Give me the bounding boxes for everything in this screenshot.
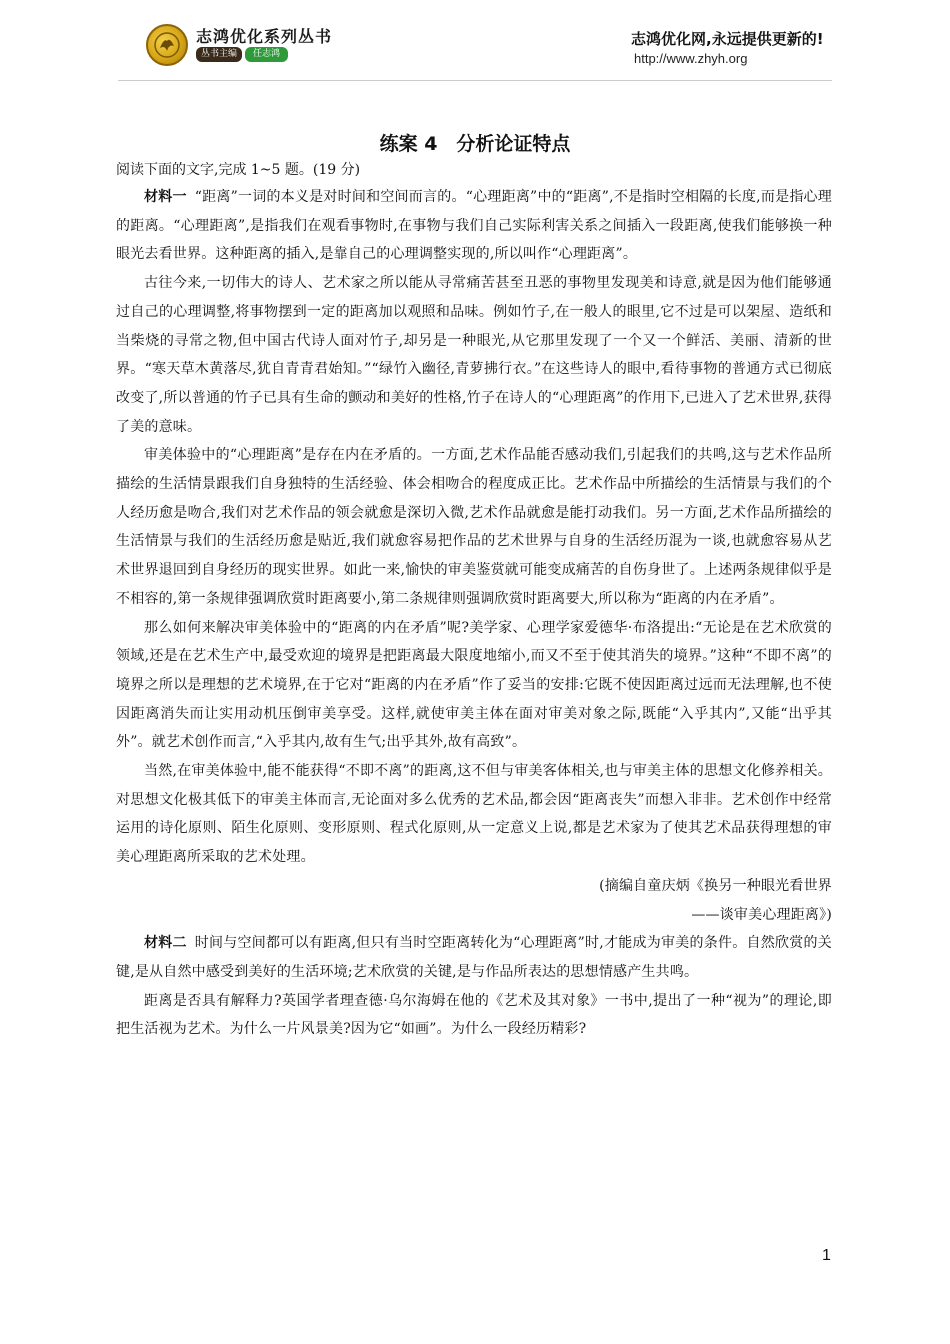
material-one-label: 材料一 xyxy=(144,189,187,205)
paragraph xyxy=(116,929,832,986)
editor-label: 丛书主编 xyxy=(196,47,242,62)
paragraph: 距离是否具有解释力?英国学者理查德·乌尔海姆在他的《艺术及其对象》一书中,提出了一种“视为”的理论,即把生活视为艺术。为什么一片风景美?因为它“如画”。为什么一段经历精彩? xyxy=(116,992,832,1038)
page-number: 1 xyxy=(822,1247,831,1264)
source-citation-line1: (摘编自童庆炳《换另一种眼光看世界 xyxy=(599,877,832,894)
site-slogan: 志鸿优化网,永远提供更新的! xyxy=(631,30,824,48)
logo-emblem-icon xyxy=(154,32,180,58)
paragraph: 那么如何来解决审美体验中的“距离的内在矛盾”呢?美学家、心理学家爱德华·布洛提出:“无论是在艺术欣赏的领域,还是在艺术生产中,最受欢迎的境界是把距离最大限度地缩小,而又不至于使其消失的境界。”这种“不即不离”的境界之所以是理想的艺术境界,在于它对“距离的内在矛盾”作了妥当的安排:它既不使因距离过远而无法理解,也不使因距离消失而让实用动机压倒审美享受。这样,就使审美主体在面对审美对象之际,既能“入乎其内”,又能“出乎其外”。就艺术创作而言,“入乎其内,故有生气;出乎其外,故有高致”。 xyxy=(116,619,832,751)
editor-name: 任志鸿 xyxy=(245,47,288,62)
paragraph: 当然,在审美体验中,能不能获得“不即不离”的距离,这不但与审美客体相关,也与审美主体的思想文化修养相关。对思想文化极其低下的审美主体而言,无论面对多么优秀的艺术品,都会因“距离丧失”而想入非非。艺术创作中经常运用的诗化原则、陌生化原则、变形原则、程式化原则,从一定意义上说,都是艺术家为了使其艺术品获得理想的审美心理距离所采取的艺术处理。 xyxy=(116,763,832,866)
paragraph: 审美体验中的“心理距离”是存在内在矛盾的。一方面,艺术作品能否感动我们,引起我们的共鸣,这与艺术作品所描绘的生活情景跟我们自身独特的生活经验、体会相吻合的程度成正比。艺术作品中所描绘的生活情景与我们的个人经历愈是吻合,我们对艺术作品的领会就愈是深切入微,艺术作品就愈是能打动我们。另一方面,艺术作品所描绘的生活情景与我们的生活经历愈是贴近,我们就愈容易把作品的艺术世界与自身的生活经历混为一谈,也就愈容易从艺术世界退回到自身经历的现实世界。如此一来,愉快的审美鉴赏就可能变成痛苦的自伤身世了。上述两条规律似乎是不相容的,第一条规律强调欣赏时距离要小,第二条规律则强调欣赏时距离要大,所以称为“距离的内在矛盾”。 xyxy=(116,447,832,607)
material-two-label: 材料二 xyxy=(144,935,187,952)
series-title: 志鸿优化系列丛书 xyxy=(196,27,333,46)
source-citation-line2: ——谈审美心理距离》) xyxy=(691,906,832,923)
article-body xyxy=(116,183,832,1044)
series-logo xyxy=(146,24,188,66)
site-url[interactable]: http://www.zhyh.org xyxy=(634,51,748,66)
page-header xyxy=(0,0,950,80)
paragraph xyxy=(116,183,832,269)
paragraph-text: 时间与空间都可以有距离,但只有当时空距离转化为“心理距离”时,才能成为审美的条件。自然欣赏的关键,是从自然中感受到美好的生活环境;艺术欣赏的关键,是与作品所表达的思想情感产生共鸣。 xyxy=(116,935,832,980)
paragraph-text: “距离”一词的本义是对时间和空间而言的。“心理距离”中的“距离”,不是指时空相隔的长度,而是指心理的距离。“心理距离”,是指我们在观看事物时,在事物与我们自己实际利害关系之间插入一段距离,使我们能够换一种眼光去看世界。这种距离的插入,是靠自己的心理调整实现的,所以叫作“心理距离”。 xyxy=(116,189,832,263)
reading-instruction: 阅读下面的文字,完成 1~5 题。(19 分) xyxy=(116,162,361,178)
page-title: 练案 4 分析论证特点 xyxy=(379,133,571,155)
editor-credit xyxy=(196,47,288,62)
header-divider xyxy=(118,80,832,81)
paragraph: 古往今来,一切伟大的诗人、艺术家之所以能从寻常痛苦甚至丑恶的事物里发现美和诗意,就是因为他们能够通过自己的心理调整,将事物摆到一定的距离加以观照和品味。例如竹子,在一般人的眼里,它不过是可以架屋、造纸和当柴烧的寻常之物,但中国古代诗人面对竹子,却另是一种眼光,从它那里发现了一个又一个鲜活、美丽、清新的世界。“寒天草木黄落尽,犹自青青君始知。”“绿竹入幽径,青萝拂行衣。”在这些诗人的眼中,看待事物的普通方式已彻底改变了,所以普通的竹子已具有生命的颤动和美好的性格,竹子在诗人的“心理距离”的作用下,已进入了艺术世界,获得了美的意味。 xyxy=(116,275,832,435)
